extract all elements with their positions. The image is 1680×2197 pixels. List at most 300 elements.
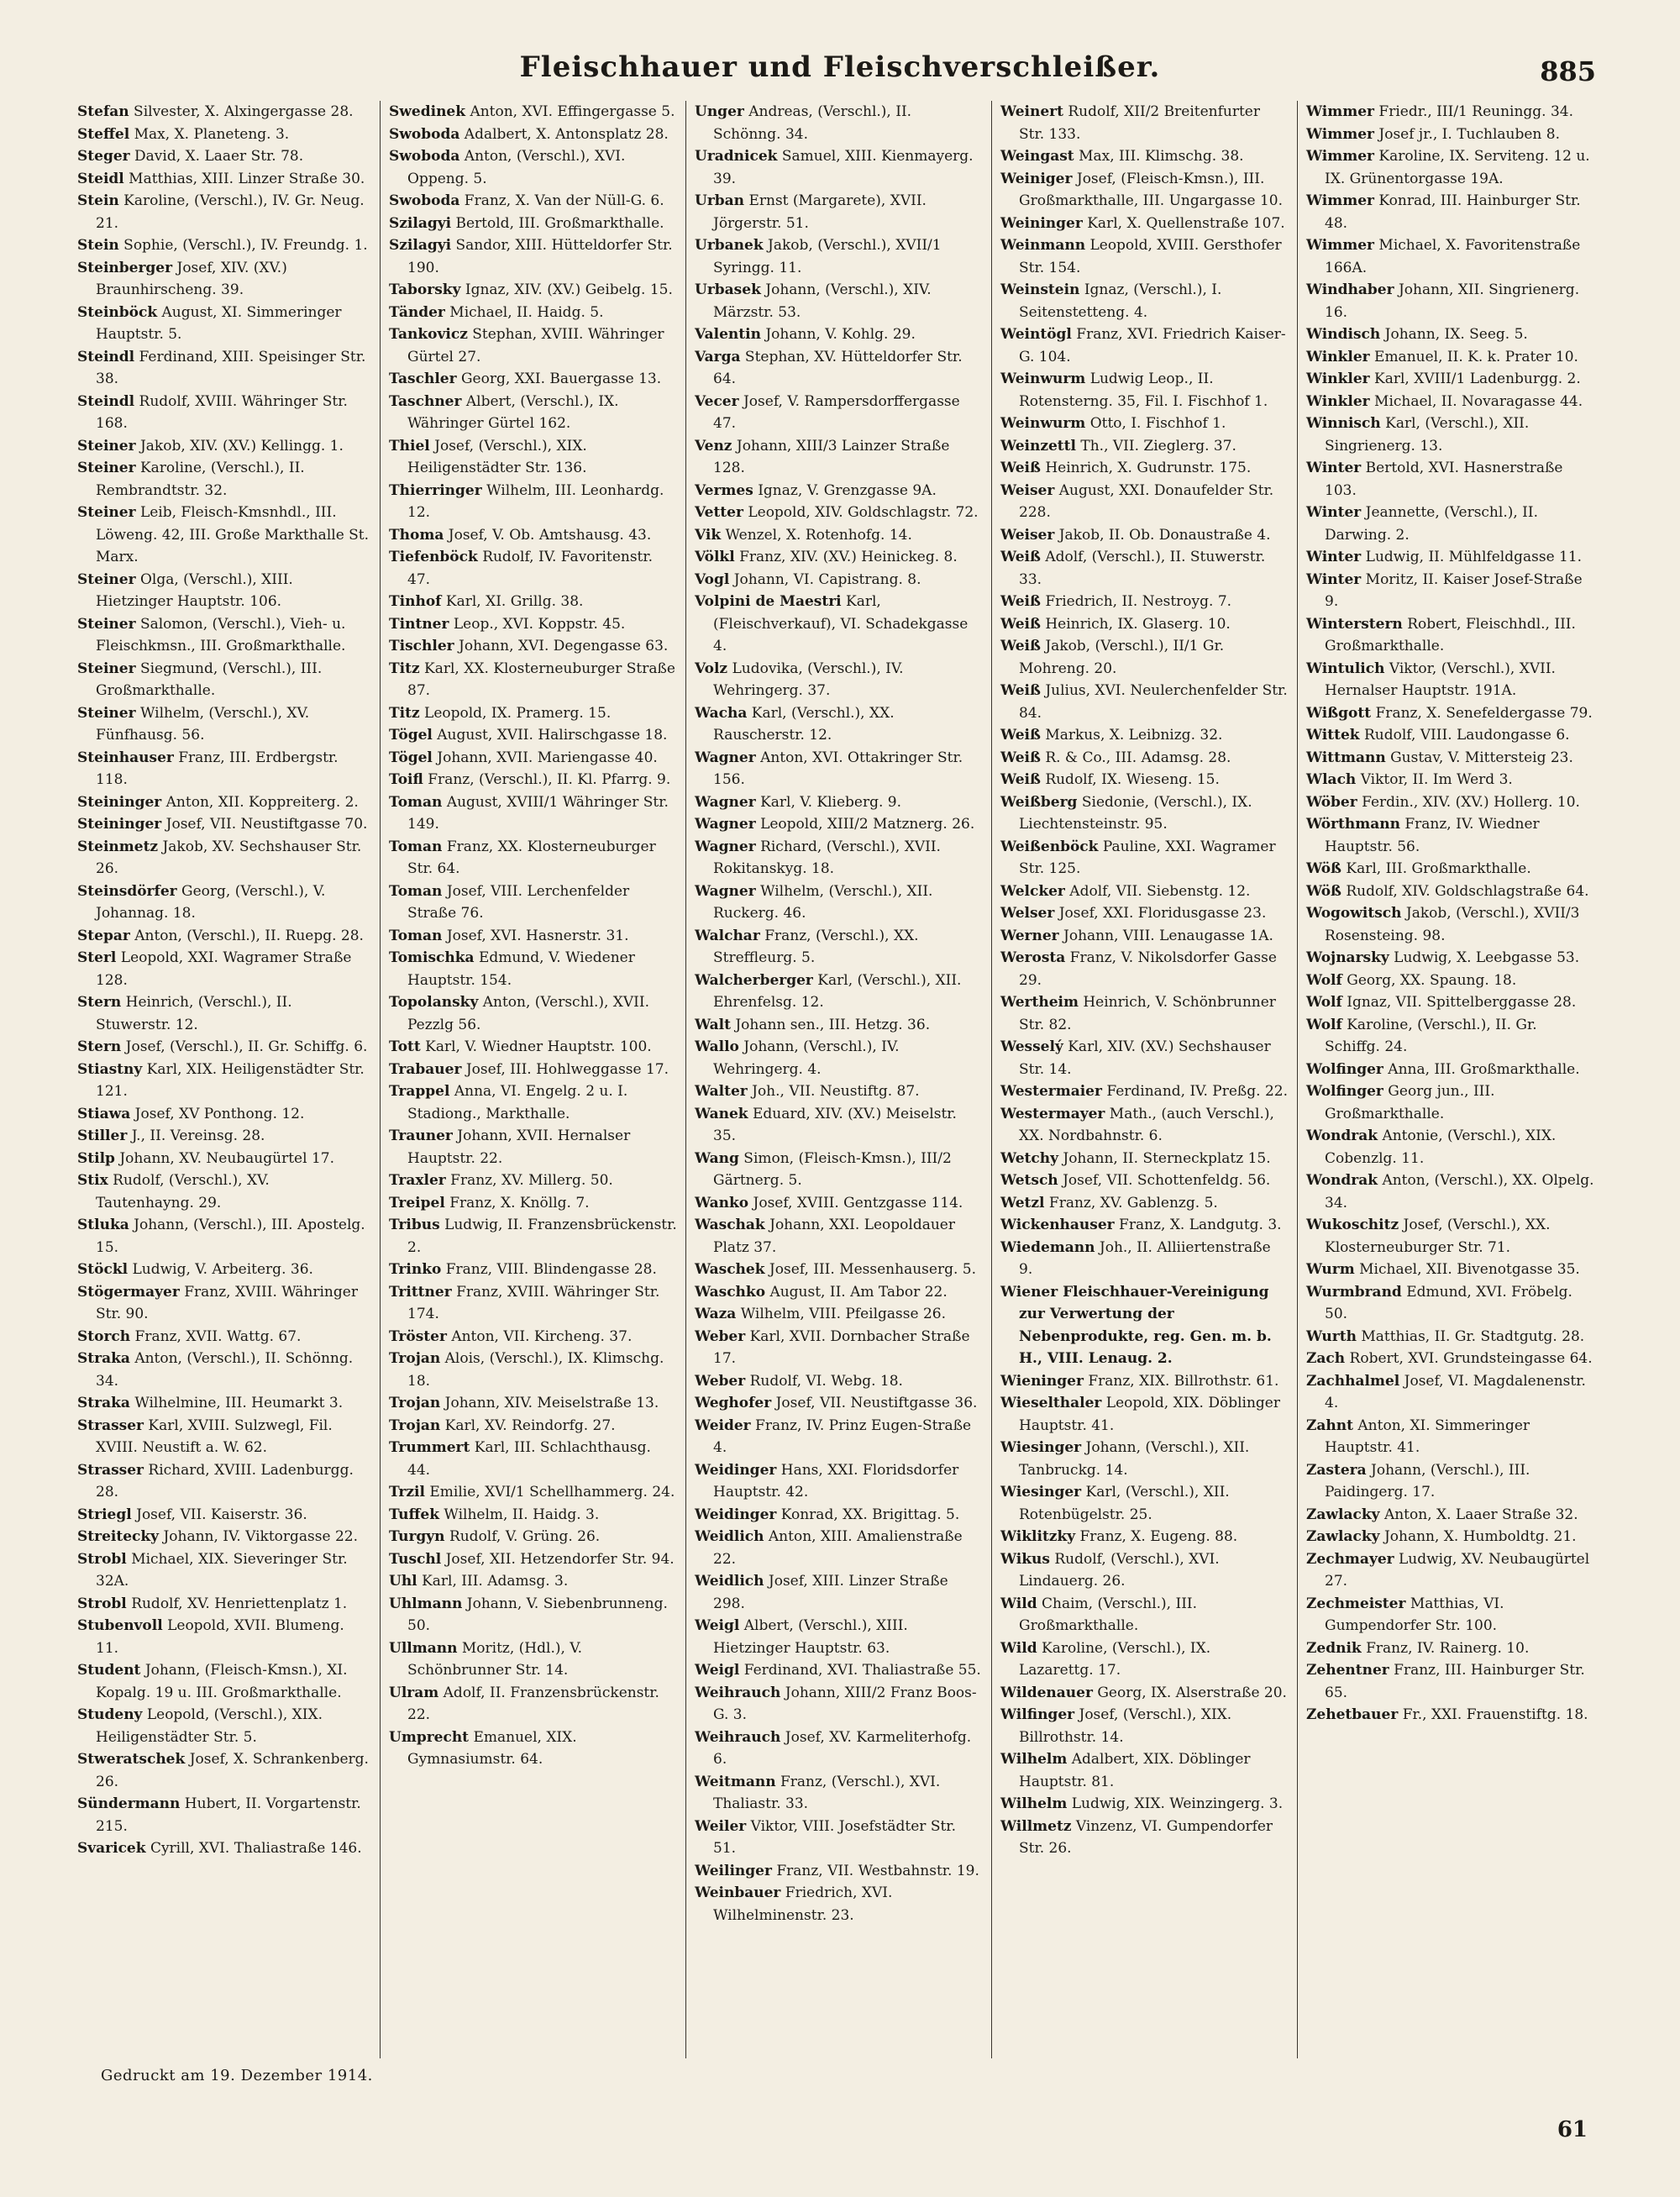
entry-details: Pauline, XXI. Wagramer Str. 125. [1019, 838, 1276, 877]
entry-details: Leopold, XIX. Döblinger Hauptstr. 41. [1019, 1395, 1280, 1434]
entry-details: Georg, IX. Alserstraße 20. [1097, 1684, 1287, 1701]
entry-details: Friedrich, II. Nestroyg. 7. [1045, 593, 1232, 610]
entry-details: Leopold, XVII. Blumeng. 11. [96, 1617, 344, 1657]
directory-entry [695, 747, 983, 791]
entry-surname: Weißberg [1000, 793, 1078, 811]
entry-surname: Trojan [389, 1416, 441, 1434]
entry-surname: Wimmer [1306, 237, 1374, 254]
entry-details: Franz, VIII. Blindengasse 28. [445, 1261, 657, 1278]
directory-entry [1000, 1192, 1289, 1215]
directory-entry [1000, 1103, 1289, 1148]
directory-entry [695, 435, 983, 480]
directory-entry [1000, 457, 1289, 480]
entry-surname: Steinböck [77, 303, 158, 321]
entry-surname: Stögermayer [77, 1283, 180, 1301]
entry-details: Johann, XVII. Mariengasse 40. [437, 749, 658, 766]
entry-details: August, XXI. Donaufelder Str. 228. [1019, 481, 1274, 521]
entry-details: Johann, (Verschl.), XII. Tanbruckg. 14. [1019, 1439, 1250, 1479]
entry-details: Josef, XIII. Linzer Straße 298. [713, 1573, 948, 1612]
directory-entry [695, 480, 983, 502]
entry-details: Edmund, V. Wiedener Hauptstr. 154. [407, 949, 635, 989]
entry-surname: Wurmbrand [1306, 1283, 1402, 1301]
entry-surname: Treipel [389, 1194, 445, 1212]
directory-entry [695, 1214, 983, 1259]
entry-details: Ludwig, II. Franzensbrückenstr. 2. [407, 1217, 677, 1256]
entry-details: Johann, XVII. Hernalser Hauptstr. 22. [407, 1127, 631, 1167]
directory-entry [77, 1615, 371, 1659]
directory-entry [695, 279, 983, 323]
entry-surname: Urban [695, 192, 745, 209]
entry-surname: Welser [1000, 905, 1055, 922]
entry-details: Franz, IV. Rainerg. 10. [1366, 1639, 1530, 1657]
entry-details: Jakob, (Verschl.), XVII/1 Syringg. 11. [713, 237, 942, 276]
entry-details: Ludwig, XV. Neubaugürtel 27. [1325, 1550, 1590, 1590]
entry-surname: Waschak [695, 1217, 765, 1233]
directory-entry [77, 880, 371, 925]
entry-details: Josef, VII. Neustiftgasse 70. [165, 816, 368, 833]
entry-surname: Zechmeister [1306, 1595, 1406, 1612]
entry-surname: Weiß [1000, 460, 1041, 476]
directory-entry [695, 346, 983, 391]
entry-details: Wilhelm, VIII. Pfeilgasse 26. [740, 1306, 947, 1322]
entry-details: Johann, (Verschl.), III. Paidingerg. 17. [1325, 1461, 1530, 1501]
entry-surname: Weiser [1000, 481, 1055, 499]
entry-surname: Wlach [1306, 771, 1357, 788]
directory-entry [1000, 101, 1289, 145]
entry-details: Johann, (Verschl.), XIV. Märzstr. 53. [713, 281, 932, 321]
entry-details: Karl, XVII. Dornbacher Straße 17. [713, 1327, 970, 1367]
entry-surname: Willmetz [1000, 1817, 1072, 1835]
entry-details: Jakob, XIV. (XV.) Kellingg. 1. [139, 437, 344, 455]
entry-surname: Weber [695, 1327, 746, 1345]
directory-entry [1000, 1748, 1289, 1793]
entry-details: Josef jr., I. Tuchlauben 8. [1378, 125, 1560, 143]
entry-details: Franz, III. Hainburger Str. 65. [1325, 1662, 1585, 1701]
directory-entry [389, 769, 677, 791]
entry-details: Leopold, XIII/2 Matznerg. 26. [760, 816, 975, 833]
directory-entry [1306, 791, 1594, 814]
entry-surname: Wöß [1306, 860, 1341, 877]
directory-entry [77, 457, 371, 502]
entry-details: Johann, IV. Viktorgasse 22. [163, 1528, 358, 1545]
directory-entry [77, 1169, 371, 1214]
entry-surname: Weißenböck [1000, 838, 1099, 855]
directory-entry [1000, 1526, 1289, 1548]
entry-surname: Weiß [1000, 593, 1041, 610]
directory-entry [389, 1548, 677, 1571]
directory-entry [1306, 747, 1594, 770]
entry-details: Wilhelm, II. Haidg. 3. [444, 1506, 600, 1523]
directory-entry [695, 101, 983, 145]
entry-details: Robert, Fleischhdl., III. Großmarkthalle. [1325, 615, 1576, 654]
page-number: 885 [1540, 55, 1596, 87]
directory-entry [389, 658, 677, 702]
directory-entry [695, 702, 983, 747]
directory-entry [1306, 1259, 1594, 1281]
entry-surname: Weiß [1000, 771, 1041, 788]
entry-surname: Toman [389, 793, 443, 811]
entry-details: Chaim, (Verschl.), III. Großmarkthalle. [1019, 1595, 1198, 1634]
directory-entry [1000, 368, 1289, 413]
entry-surname: Wikus [1000, 1550, 1050, 1568]
entry-details: Josef, XXI. Floridusgasse 23. [1058, 905, 1267, 922]
directory-entry [389, 1437, 677, 1481]
entry-surname: Wild [1000, 1639, 1037, 1657]
entry-details: Jeannette, (Verschl.), II. Darwing. 2. [1325, 504, 1539, 544]
directory-entry [1306, 1014, 1594, 1059]
entry-surname: Wondrak [1306, 1127, 1378, 1144]
directory-entry [695, 502, 983, 524]
directory-entry [389, 391, 677, 435]
entry-surname: Trojan [389, 1395, 441, 1411]
entry-surname: Wilfinger [1000, 1706, 1075, 1723]
entry-surname: Steindl [77, 392, 135, 410]
entry-surname: Wiesinger [1000, 1439, 1082, 1456]
entry-surname: Stepar [77, 927, 130, 944]
directory-entry [695, 658, 983, 702]
entry-surname: Weidlich [695, 1528, 764, 1545]
entry-details: Ferdinand, IV. Preßg. 22. [1106, 1083, 1288, 1100]
directory-entry [389, 1125, 677, 1169]
entry-details: Karoline, (Verschl.), IV. Gr. Neug. 21. [96, 192, 365, 232]
entry-surname: Stiller [77, 1127, 128, 1144]
directory-entry [1306, 190, 1594, 234]
directory-entry [1000, 1704, 1289, 1748]
entry-details: Franz, X. Knöllg. 7. [449, 1194, 590, 1212]
entry-details: Karl, X. Quellenstraße 107. [1087, 214, 1285, 232]
entry-surname: Steinmetz [77, 838, 159, 855]
entry-details: Franz, XVIII. Währinger Str. 174. [407, 1283, 660, 1322]
entry-surname: Weber [695, 1372, 746, 1390]
entry-details: Josef, XIV. (XV.) Braunhirscheng. 39. [96, 259, 287, 298]
entry-details: Josef, XII. Hetzendorfer Str. 94. [445, 1550, 675, 1568]
entry-surname: Stöckl [77, 1261, 129, 1278]
entry-surname: Weintögl [1000, 326, 1072, 343]
entry-details: Karl, (Fleischverkauf), VI. Schadekgasse 4. [713, 593, 969, 654]
entry-surname: Wolf [1306, 971, 1342, 989]
entry-surname: Taschner [389, 392, 462, 410]
directory-entry [1000, 947, 1289, 991]
entry-details: Josef, VII. Schottenfeldg. 56. [1063, 1172, 1271, 1189]
entry-surname: Wimmer [1306, 125, 1374, 143]
entry-details: Rudolf, IX. Wieseng. 15. [1045, 771, 1220, 788]
entry-details: Johann sen., III. Hetzg. 36. [735, 1016, 931, 1033]
directory-entry [1000, 836, 1289, 880]
entry-surname: Steiner [77, 570, 136, 588]
entry-surname: Toman [389, 882, 443, 900]
directory-entry [77, 1415, 371, 1459]
entry-surname: Wogowitsch [1306, 905, 1402, 922]
entry-surname: Winter [1306, 460, 1362, 476]
directory-entry [389, 435, 677, 480]
directory-entry [695, 1659, 983, 1682]
entry-details: Josef, III. Hohlweggasse 17. [465, 1060, 669, 1078]
entry-surname: Weiser [1000, 526, 1055, 544]
directory-entry [1000, 1036, 1289, 1080]
entry-details: Ludwig, V. Arbeiterg. 36. [132, 1261, 313, 1278]
directory-entry [77, 257, 371, 302]
entry-details: Johann, (Verschl.), III. Apostelg. 15. [96, 1217, 365, 1256]
directory-entry [1306, 658, 1594, 702]
entry-details: Karl, III. Schlachthausg. 44. [407, 1439, 651, 1479]
entry-surname: Vecer [695, 392, 739, 410]
entry-details: Georg jun., III. Großmarkthalle. [1325, 1083, 1495, 1122]
entry-surname: Tribus [389, 1217, 440, 1233]
entry-details: Silvester, X. Alxingergasse 28. [134, 103, 354, 120]
entry-surname: Walchar [695, 927, 760, 944]
entry-details: Leopold, IX. Pramerg. 15. [424, 704, 612, 722]
entry-details: Wenzel, X. Rotenhofg. 14. [725, 526, 912, 544]
entry-surname: Wagner [695, 793, 756, 811]
entry-surname: Weininger [1000, 214, 1083, 232]
entry-details: Franz, X. Senefeldergasse 79. [1375, 704, 1593, 722]
directory-entry [1000, 1593, 1289, 1637]
entry-details: Johann, V. Siebenbrunneng. 50. [407, 1595, 668, 1634]
directory-entry [695, 591, 983, 658]
entry-surname: Stilp [77, 1149, 115, 1167]
entry-details: Ignaz, (Verschl.), I. Seitenstetteng. 4. [1019, 281, 1222, 321]
entry-surname: Waschek [695, 1261, 765, 1278]
entry-details: Karoline, (Verschl.), II. Gr. Schiffg. 24. [1325, 1016, 1537, 1055]
directory-entry [389, 1036, 677, 1059]
directory-entry [695, 190, 983, 234]
entry-details: Adalbert, X. Antonsplatz 28. [464, 125, 669, 143]
directory-entry [1306, 1526, 1594, 1548]
entry-surname: Stubenvoll [77, 1617, 163, 1634]
directory-entry [695, 569, 983, 591]
directory-entry [77, 1326, 371, 1348]
directory-entry [77, 124, 371, 146]
entry-surname: Steiner [77, 504, 136, 521]
directory-entry [389, 724, 677, 747]
entry-details: Wilhelm, (Verschl.), XV. Fünfhausg. 56. [96, 704, 310, 744]
entry-surname: Straka [77, 1395, 130, 1411]
directory-entry [695, 880, 983, 925]
entry-details: Andreas, (Verschl.), II. Schönng. 34. [713, 103, 912, 143]
entry-details: Math., (auch Verschl.), XX. Nordbahnstr. 6. [1019, 1105, 1274, 1144]
entry-details: Karl, XX. Klosterneuburger Straße 87. [407, 660, 675, 699]
entry-details: Emilie, XVI/1 Schellhammerg. 24. [429, 1484, 675, 1501]
directory-entry [389, 1214, 677, 1259]
entry-details: Markus, X. Leibnizg. 32. [1045, 727, 1223, 744]
entry-details: Viktor, (Verschl.), XVII. Hernalser Hauptstr. 191A. [1325, 660, 1556, 699]
entry-details: Heinrich, IX. Glaserg. 10. [1045, 615, 1231, 633]
entry-surname: Trinko [389, 1261, 442, 1278]
directory-entry [389, 213, 677, 235]
entry-details: Rudolf, (Verschl.), XVI. Lindauerg. 26. [1019, 1550, 1220, 1590]
entry-surname: Vermes [695, 481, 753, 499]
entry-surname: Weiß [1000, 549, 1041, 565]
entry-details: Rudolf, IV. Favoritenstr. 47. [407, 549, 654, 588]
entry-surname: Steiner [77, 660, 136, 677]
entry-details: Karoline, (Verschl.), IX. Lazarettg. 17. [1019, 1639, 1211, 1679]
entry-surname: Weigl [695, 1617, 740, 1634]
directory-entry [389, 145, 677, 190]
entry-surname: Vetter [695, 504, 743, 521]
directory-entry [1306, 702, 1594, 725]
entry-details: Robert, XVI. Grundsteingasse 64. [1349, 1350, 1593, 1367]
entry-details: Franz, XIV. (XV.) Heinickeg. 8. [739, 549, 958, 565]
entry-details: Emanuel, II. K. k. Prater 10. [1374, 348, 1578, 365]
entry-surname: Winnisch [1306, 415, 1381, 432]
entry-details: Rudolf, XII/2 Breitenfurter Str. 133. [1019, 103, 1260, 143]
directory-entry [389, 747, 677, 770]
entry-details: Rudolf, VI. Webg. 18. [749, 1372, 903, 1390]
entry-details: Rudolf, (Verschl.), XV. Tautenhayng. 29. [96, 1172, 270, 1212]
entry-surname: Wanek [695, 1105, 748, 1122]
entry-surname: Wurth [1306, 1327, 1357, 1345]
entry-surname: Urbasek [695, 281, 761, 298]
entry-surname: Wanko [695, 1194, 749, 1212]
entry-surname: Weinert [1000, 103, 1063, 120]
entry-details: Karoline, (Verschl.), II. Rembrandtstr. 32. [96, 460, 305, 499]
entry-surname: Weitmann [695, 1773, 776, 1790]
entry-surname: Stweratschek [77, 1751, 186, 1768]
entry-details: Emanuel, XIX. Gymnasiumstr. 64. [407, 1728, 577, 1768]
entry-surname: Wang [695, 1149, 739, 1167]
directory-entry [389, 1637, 677, 1682]
entry-surname: Wolf [1306, 994, 1342, 1011]
entry-details: Richard, (Verschl.), XVII. Rokitanskyg. 18. [713, 838, 941, 877]
directory-entry [1306, 1370, 1594, 1415]
directory-entry [77, 947, 371, 991]
entry-surname: Swoboda [389, 192, 460, 209]
directory-entry [695, 1415, 983, 1459]
directory-entry [389, 925, 677, 948]
entry-details: Karoline, IX. Serviteng. 12 u. IX. Grünentorgasse 19A. [1325, 148, 1590, 187]
directory-entry [389, 1593, 677, 1637]
entry-details: Ludovika, (Verschl.), IV. Wehringerg. 37. [713, 660, 904, 699]
directory-entry [1000, 1682, 1289, 1705]
entry-surname: Wojnarsky [1306, 949, 1389, 966]
entry-details: Salomon, (Verschl.), Vieh- u. Fleischkmsn., III. Großmarkthalle. [96, 615, 346, 654]
entry-surname: Toman [389, 838, 443, 855]
entry-surname: Weingast [1000, 148, 1074, 165]
directory-entry [695, 1526, 983, 1570]
entry-surname: Weihrauch [695, 1728, 781, 1746]
entry-details: Ferdin., XIV. (XV.) Hollerg. 10. [1362, 793, 1580, 811]
directory-entry [1000, 680, 1289, 724]
entry-details: Rudolf, XV. Henriettenplatz 1. [131, 1595, 348, 1612]
entry-surname: Werner [1000, 927, 1059, 944]
directory-entry [389, 1727, 677, 1771]
entry-details: Matthias, VI. Gumpendorfer Str. 100. [1325, 1595, 1504, 1634]
entry-details: Franz, III. Erdbergstr. 118. [96, 749, 339, 788]
entry-surname: Stluka [77, 1217, 129, 1233]
entry-surname: Steindl [77, 348, 135, 365]
column-1 [74, 101, 380, 2058]
entry-details: August, XI. Simmeringer Hauptstr. 5. [96, 303, 342, 343]
entry-details: J., II. Vereinsg. 28. [131, 1127, 265, 1144]
entry-surname: Windhaber [1306, 281, 1394, 298]
directory-entry [1306, 613, 1594, 658]
entry-details: Josef, V. Ob. Amtshausg. 43. [448, 526, 652, 544]
directory-entry [695, 1392, 983, 1415]
entry-surname: Wimmer [1306, 103, 1374, 120]
directory-entry [389, 546, 677, 591]
directory-entry [77, 1259, 371, 1281]
entry-details: Johann, X. Humboldtg. 21. [1383, 1528, 1577, 1545]
directory-entry [695, 836, 983, 880]
directory-entry [1306, 1214, 1594, 1259]
directory-entry [1306, 1415, 1594, 1459]
entry-details: Johann, (Fleisch-Kmsn.), XI. Kopalg. 19 u. III. Großmarkthalle. [96, 1662, 348, 1701]
entry-surname: Wetzl [1000, 1194, 1045, 1212]
directory-entry [77, 502, 371, 569]
directory-entry [1306, 391, 1594, 413]
directory-entry [1306, 947, 1594, 970]
entry-surname: Tomischka [389, 949, 475, 966]
entry-details: Josef, XV Ponthong. 12. [134, 1105, 305, 1122]
directory-entry [77, 1548, 371, 1593]
directory-entry [389, 1169, 677, 1192]
entry-surname: Tintner [389, 615, 449, 633]
directory-entry [77, 613, 371, 658]
entry-surname: Stern [77, 1038, 122, 1055]
entry-details: Ludwig, X. Leebgasse 53. [1394, 949, 1580, 966]
entry-surname: Trauner [389, 1127, 453, 1144]
entry-surname: Uradnicek [695, 148, 778, 165]
entry-surname: Student [77, 1662, 141, 1679]
entry-surname: Weiniger [1000, 170, 1073, 187]
entry-surname: Vogl [695, 570, 730, 588]
entry-details: Franz, VII. Westbahnstr. 19. [776, 1862, 979, 1879]
entry-details: Richard, XVIII. Ladenburgg. 28. [96, 1461, 354, 1501]
entry-details: Heinrich, X. Gudrunstr. 175. [1045, 460, 1252, 476]
entry-surname: Wetsch [1000, 1172, 1058, 1189]
directory-entry [389, 190, 677, 213]
directory-entry [389, 1392, 677, 1415]
directory-entry [1306, 457, 1594, 502]
entry-details: Leop., XVI. Koppstr. 45. [453, 615, 626, 633]
entry-details: Franz, XVI. Friedrich Kaiser-G. 104. [1019, 326, 1286, 365]
directory-entry [77, 1704, 371, 1748]
entry-surname: Wiener Fleischhauer-Vereinigung zur Verwertung der Nebenprodukte, reg. Gen. m. b. H., VIII. Lenaug. 2. [1000, 1283, 1272, 1367]
directory-entry [695, 1014, 983, 1037]
directory-entry [1306, 970, 1594, 992]
entry-details: Rudolf, XVIII. Währinger Str. 168. [96, 392, 348, 432]
entry-details: Anton, (Verschl.), II. Ruepg. 28. [134, 927, 364, 944]
directory-entry [389, 702, 677, 725]
directory-entry [695, 546, 983, 569]
entry-surname: Topolansky [389, 994, 479, 1011]
entry-surname: Wiklitzky [1000, 1528, 1076, 1545]
entry-details: Josef, (Verschl.), II. Gr. Schiffg. 6. [125, 1038, 368, 1055]
entry-details: Jakob, (Verschl.), XVII/3 Rosensteing. 98. [1325, 905, 1580, 944]
entry-surname: Weihrauch [695, 1684, 781, 1701]
directory-entry [77, 190, 371, 234]
directory-entry [1306, 346, 1594, 369]
entry-surname: Sündermann [77, 1795, 181, 1812]
entry-surname: Weidlich [695, 1573, 764, 1590]
entry-details: Max, III. Klimschg. 38. [1079, 148, 1244, 165]
entry-surname: Turgyn [389, 1528, 445, 1545]
entry-surname: Winkler [1306, 371, 1370, 387]
entry-surname: Steidl [77, 170, 124, 187]
entry-details: Anton, XVI. Effingergasse 5. [470, 103, 675, 120]
entry-surname: Straka [77, 1350, 130, 1367]
entry-surname: Wolf [1306, 1016, 1342, 1033]
directory-entry [695, 1303, 983, 1326]
directory-entry [77, 925, 371, 948]
entry-surname: Szilagyi [389, 214, 452, 232]
directory-entry [695, 1259, 983, 1281]
directory-entry [77, 1748, 371, 1793]
entry-surname: Streitecky [77, 1528, 160, 1545]
entry-details: Alois, (Verschl.), IX. Klimschg. 18. [407, 1350, 664, 1390]
entry-surname: Stiawa [77, 1105, 131, 1122]
entry-surname: Walter [695, 1083, 748, 1100]
